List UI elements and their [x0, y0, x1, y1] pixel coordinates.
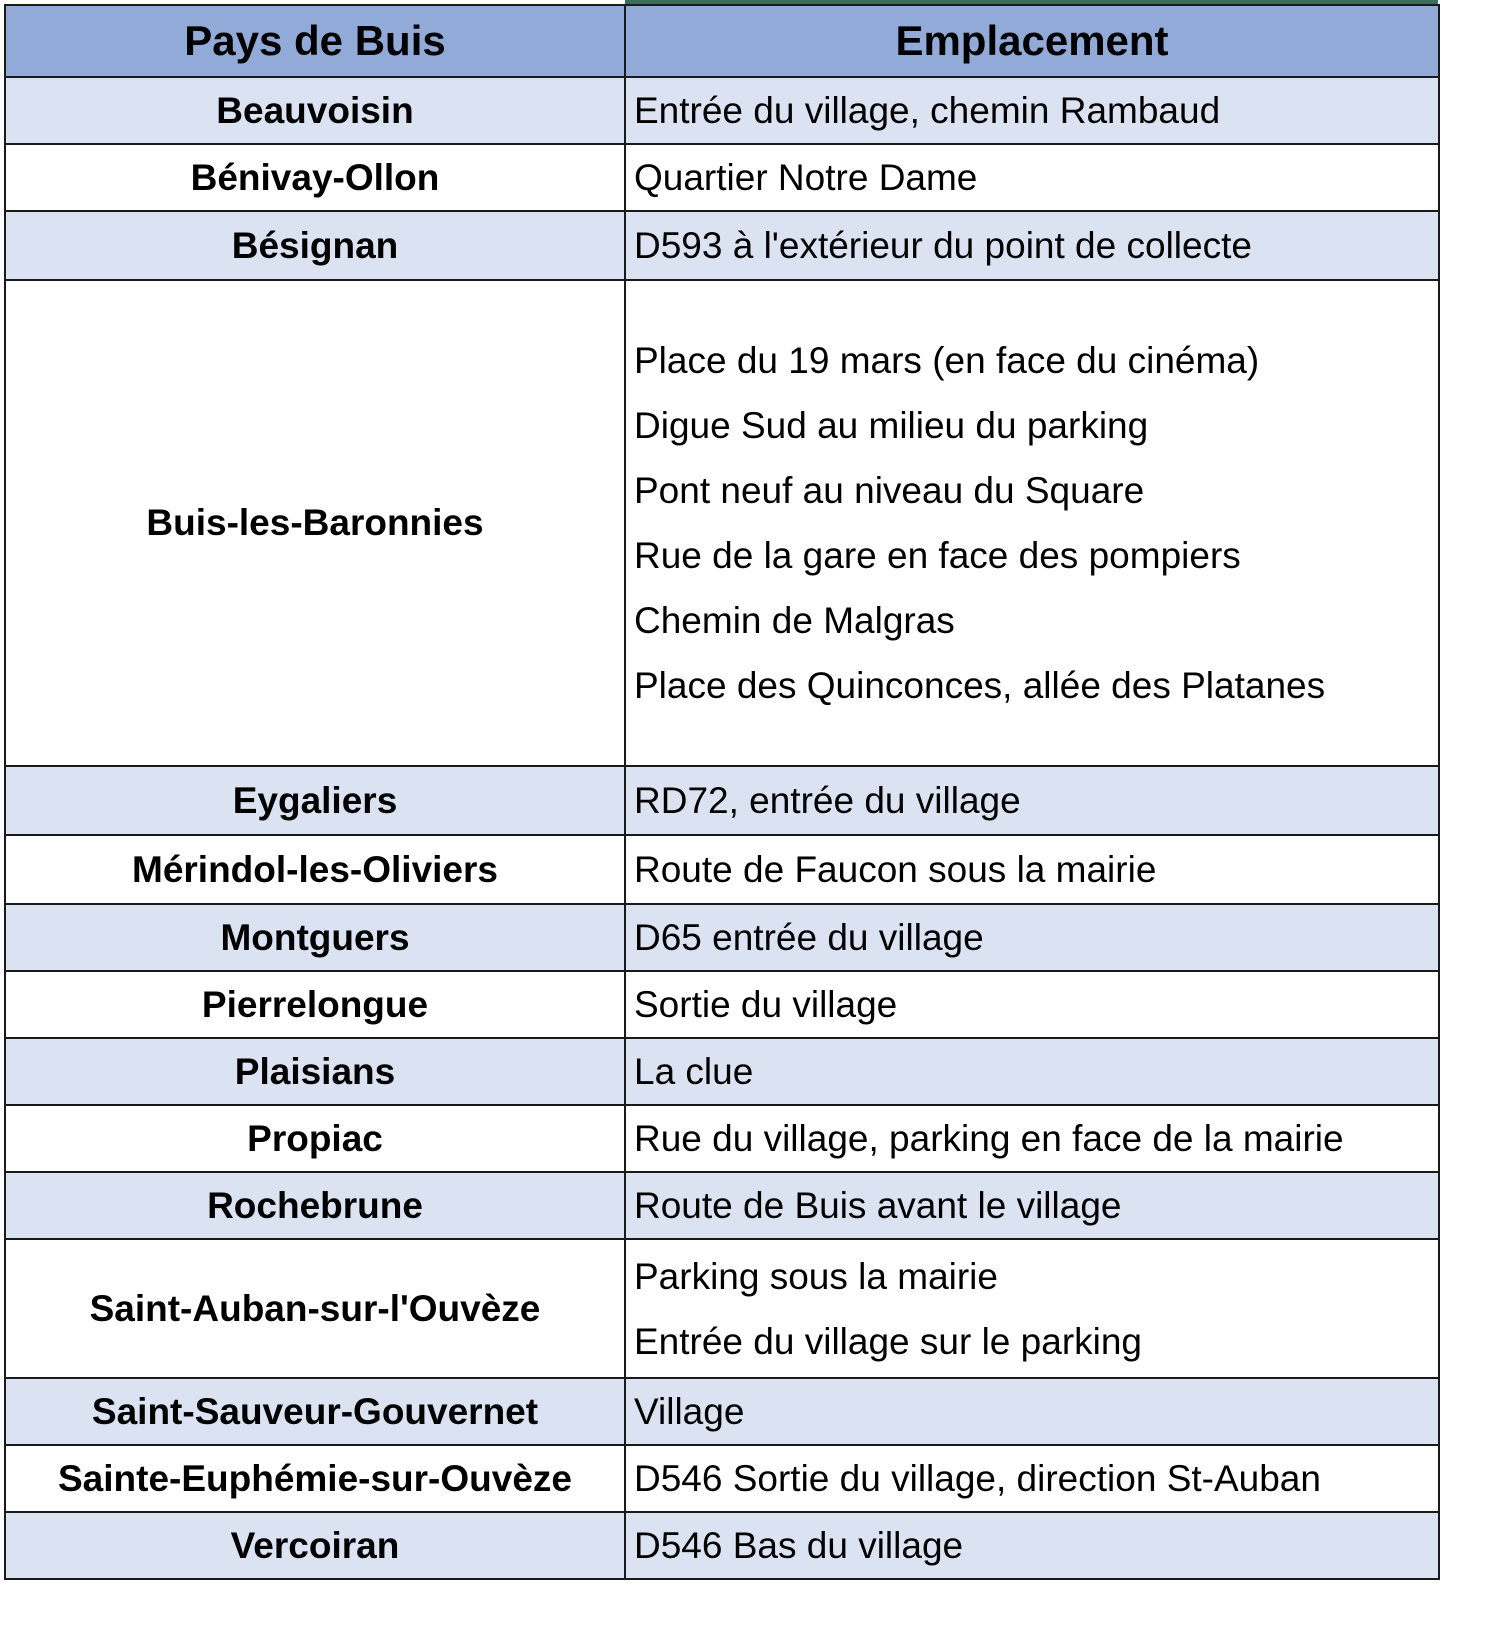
table-row — [5, 1038, 1439, 1105]
location-line: D546 Sortie du village, direction St-Auban — [634, 1458, 1321, 1499]
header-row — [5, 5, 1439, 77]
location-line: Chemin de Malgras — [634, 600, 955, 641]
location-cell — [625, 1038, 1439, 1105]
table-container — [4, 4, 1438, 1568]
location-cell — [625, 1239, 1439, 1378]
table-row — [5, 1512, 1439, 1579]
table-row — [5, 835, 1439, 904]
commune-cell: Rochebrune — [5, 1172, 625, 1239]
table-row — [5, 1378, 1439, 1445]
commune-cell: Mérindol-les-Oliviers — [5, 835, 625, 904]
location-line: Quartier Notre Dame — [634, 157, 978, 198]
table-row — [5, 280, 1439, 766]
table-row — [5, 211, 1439, 280]
location-line: Village — [634, 1391, 745, 1432]
location-line: La clue — [634, 1051, 754, 1092]
location-line: Sortie du village — [634, 984, 898, 1025]
commune-cell: Bénivay-Ollon — [5, 144, 625, 211]
location-line: D546 Bas du village — [634, 1525, 964, 1566]
commune-cell: Plaisians — [5, 1038, 625, 1105]
header-commune: Pays de Buis — [5, 5, 625, 77]
location-cell — [625, 904, 1439, 971]
commune-cell: Saint-Auban-sur-l'Ouvèze — [5, 1239, 625, 1378]
table-row — [5, 77, 1439, 144]
commune-cell: Sainte-Euphémie-sur-Ouvèze — [5, 1445, 625, 1512]
location-line: Entrée du village sur le parking — [634, 1320, 1143, 1362]
location-cell — [625, 971, 1439, 1038]
table-row — [5, 1445, 1439, 1512]
commune-cell: Montguers — [5, 904, 625, 971]
table-row — [5, 1172, 1439, 1239]
location-cell — [625, 144, 1439, 211]
location-cell — [625, 835, 1439, 904]
commune-cell: Eygaliers — [5, 766, 625, 835]
location-cell — [625, 1378, 1439, 1445]
commune-cell: Saint-Sauveur-Gouvernet — [5, 1378, 625, 1445]
location-line: Route de Faucon sous la mairie — [634, 849, 1157, 890]
table-row — [5, 766, 1439, 835]
location-line: D593 à l'extérieur du point de collecte — [634, 225, 1252, 266]
commune-cell: Pierrelongue — [5, 971, 625, 1038]
location-cell — [625, 1512, 1439, 1579]
commune-cell: Vercoiran — [5, 1512, 625, 1579]
location-line: RD72, entrée du village — [634, 780, 1021, 821]
location-line: Place du 19 mars (en face du cinéma) — [634, 340, 1260, 381]
location-line: D65 entrée du village — [634, 917, 984, 958]
location-line: Rue du village, parking en face de la mairie — [634, 1118, 1344, 1159]
collection-points-table — [4, 4, 1440, 1580]
location-cell — [625, 1105, 1439, 1172]
location-cell — [625, 1445, 1439, 1512]
commune-cell: Propiac — [5, 1105, 625, 1172]
location-line: Place des Quinconces, allée des Platanes — [634, 665, 1326, 706]
location-line: Pont neuf au niveau du Square — [634, 470, 1145, 511]
location-cell — [625, 766, 1439, 835]
table-row — [5, 904, 1439, 971]
location-line: Route de Buis avant le village — [634, 1185, 1122, 1226]
commune-cell: Bésignan — [5, 211, 625, 280]
location-cell — [625, 211, 1439, 280]
commune-cell: Beauvoisin — [5, 77, 625, 144]
table-body — [5, 77, 1439, 1579]
table-row — [5, 971, 1439, 1038]
location-line: Entrée du village, chemin Rambaud — [634, 90, 1221, 131]
location-cell — [625, 1172, 1439, 1239]
location-line: Parking sous la mairie — [634, 1255, 998, 1297]
location-line: Digue Sud au milieu du parking — [634, 405, 1149, 446]
table-row — [5, 1239, 1439, 1378]
header-location: Emplacement — [625, 5, 1439, 77]
location-cell — [625, 77, 1439, 144]
location-line: Rue de la gare en face des pompiers — [634, 535, 1241, 576]
commune-cell: Buis-les-Baronnies — [5, 280, 625, 766]
table-row — [5, 1105, 1439, 1172]
table-row — [5, 144, 1439, 211]
location-cell — [625, 280, 1439, 766]
